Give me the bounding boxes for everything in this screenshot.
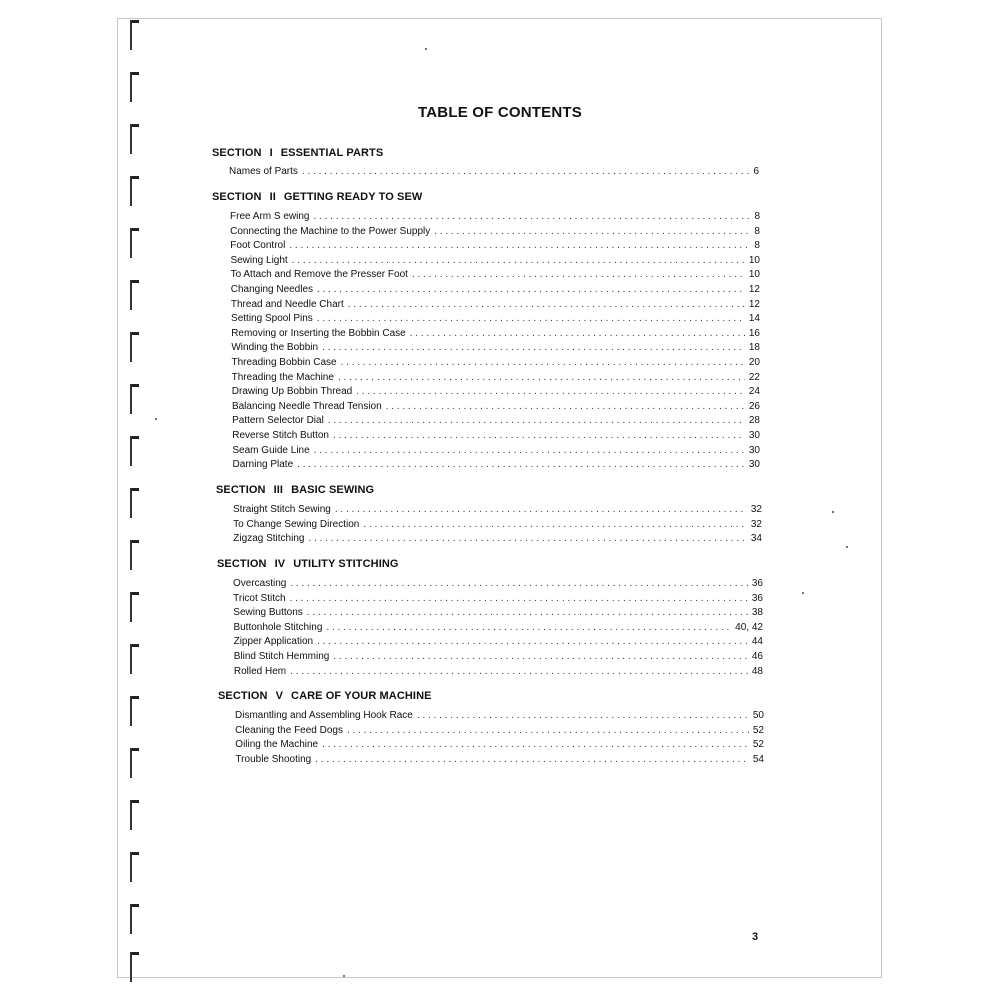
section-heading <box>217 558 399 570</box>
dot-leader <box>317 313 745 324</box>
toc-entry-title: Free Arm S ewing <box>230 211 310 222</box>
dot-leader <box>348 299 745 310</box>
toc-entry-title: Seam Guide Line <box>232 444 310 456</box>
toc-entry-title: Buttonhole Stitching <box>233 621 323 633</box>
toc-entry <box>234 651 763 665</box>
toc-entry <box>232 445 760 459</box>
toc-entry-title: Dismantling and Assembling Hook Race <box>235 710 413 721</box>
dot-leader <box>308 533 746 544</box>
section-label: SECTION <box>212 191 262 203</box>
section-heading <box>212 191 422 203</box>
toc-entry-title: Zipper Application <box>233 636 314 648</box>
dot-leader <box>328 415 745 426</box>
toc-entry <box>230 240 760 254</box>
section-numeral: III <box>273 484 284 496</box>
toc-entry <box>230 226 760 240</box>
toc-entry-title: Removing or Inserting the Bobbin Case <box>231 327 406 339</box>
toc-entry <box>229 166 759 180</box>
toc-entry <box>235 739 764 753</box>
toc-entry-title: To Attach and Remove the Presser Foot <box>230 269 408 281</box>
dot-leader <box>322 739 749 750</box>
dot-leader <box>333 430 745 441</box>
toc-entry-page: 38 <box>751 607 763 619</box>
dot-leader <box>412 269 745 280</box>
toc-entry-page: 10 <box>748 254 760 266</box>
dot-leader <box>302 166 750 177</box>
section-name: ESSENTIAL PARTS <box>280 147 384 159</box>
toc-entry <box>231 313 760 327</box>
toc-entry-title: Sewing Buttons <box>233 607 303 619</box>
toc-entry-title: Blind Stitch Hemming <box>233 651 330 662</box>
toc-entry-page: 30 <box>748 444 760 456</box>
toc-entry <box>233 459 760 473</box>
toc-entry-page: 6 <box>753 166 759 177</box>
toc-entry-title: Drawing Up Bobbin Thread <box>231 386 353 398</box>
toc-entry-page: 50 <box>752 710 764 721</box>
toc-entry-title: Cleaning the Feed Dogs <box>235 724 343 736</box>
dot-leader <box>289 240 750 251</box>
toc-entry-page: 8 <box>754 211 760 222</box>
toc-entry <box>234 636 763 650</box>
dot-leader <box>417 710 749 721</box>
section-numeral: IV <box>274 558 286 570</box>
dot-leader <box>313 211 750 222</box>
toc-entry-title: Balancing Needle Thread Tension <box>231 400 382 412</box>
section-label: SECTION <box>212 147 262 159</box>
section-name: BASIC SEWING <box>291 484 375 496</box>
toc-entry-title: Foot Control <box>230 240 286 252</box>
toc-entry-page: 14 <box>748 313 760 325</box>
toc-entry <box>233 504 762 518</box>
toc-entry <box>231 328 760 342</box>
toc-entry-title: Changing Needles <box>230 284 314 295</box>
toc-entry <box>232 386 760 400</box>
toc-entry-page: 20 <box>748 357 760 368</box>
dot-leader <box>290 666 748 677</box>
dot-leader <box>290 593 748 604</box>
toc-entry-page: 46 <box>751 651 763 662</box>
toc-entry-page: 22 <box>748 371 760 383</box>
toc-entry-title: Overcasting <box>233 578 287 589</box>
toc-entry-page: 48 <box>751 665 763 677</box>
toc-entry-page: 40, 42 <box>735 621 763 633</box>
dot-leader <box>410 328 745 339</box>
toc-entry-title: Thread and Needle Chart <box>230 298 344 310</box>
toc-entry-page: 10 <box>748 269 760 281</box>
toc-entry-title: Tricot Stitch <box>233 592 286 604</box>
toc-entry-page: 12 <box>748 284 760 295</box>
toc-entry-title: Pattern Selector Dial <box>232 415 324 427</box>
dot-leader <box>317 636 748 647</box>
toc-entry <box>233 533 762 547</box>
dot-leader <box>363 519 747 530</box>
toc-entry-page: 8 <box>754 240 760 252</box>
toc-entry-title: Trouble Shooting <box>235 753 312 765</box>
dot-leader <box>307 607 748 618</box>
section-heading <box>216 484 374 496</box>
toc-entry-title: Names of Parts <box>229 166 298 177</box>
toc-entry-page: 36 <box>751 592 763 604</box>
toc-entry-page: 26 <box>748 400 760 412</box>
toc-entry-title: Zigzag Stitching <box>233 533 305 545</box>
dot-leader <box>356 386 745 397</box>
section-name: CARE OF YOUR MACHINE <box>291 690 432 702</box>
dot-leader <box>338 372 745 383</box>
toc-entry-page: 30 <box>748 459 760 471</box>
section-label: SECTION <box>218 690 268 702</box>
toc-entry-page: 8 <box>754 225 760 237</box>
section-heading <box>212 147 383 159</box>
dot-leader <box>292 255 745 266</box>
toc-entry-title: To Change Sewing Direction <box>233 518 360 530</box>
toc-entry <box>233 578 763 592</box>
toc-entry-title: Sewing Light <box>230 254 288 266</box>
toc-entry-page: 28 <box>748 415 760 427</box>
toc-entry <box>233 607 763 621</box>
toc-entry-page: 18 <box>748 342 760 354</box>
dot-leader <box>386 401 745 412</box>
toc-entry-page: 52 <box>752 724 764 736</box>
toc-entry-title: Threading Bobbin Case <box>231 357 337 368</box>
toc-entry <box>231 342 760 356</box>
section-heading <box>218 690 432 702</box>
toc-entry-page: 32 <box>750 504 762 515</box>
dot-leader <box>341 357 745 368</box>
toc-entry-page: 30 <box>748 430 760 441</box>
toc-entry-title: Winding the Bobbin <box>231 342 319 354</box>
toc-entry-title: Connecting the Machine to the Power Supply <box>230 225 431 237</box>
toc-entry-page: 24 <box>748 386 760 398</box>
toc-entry-page: 32 <box>750 518 762 530</box>
toc-entry <box>232 401 760 415</box>
dot-leader <box>317 284 745 295</box>
toc-entry-title: Setting Spool Pins <box>231 313 313 325</box>
toc-entry-title: Darning Plate <box>232 459 294 471</box>
toc-entry <box>230 211 760 225</box>
dot-leader <box>326 622 731 633</box>
page-number: 3 <box>752 931 759 943</box>
toc-entry <box>234 666 763 680</box>
dot-leader <box>347 725 749 736</box>
toc-entry-page: 44 <box>751 636 763 648</box>
toc-entry-title: Straight Stitch Sewing <box>233 504 331 515</box>
section-numeral: II <box>269 191 276 203</box>
section-name: GETTING READY TO SEW <box>283 191 423 203</box>
toc-entry <box>231 284 760 298</box>
toc-entry <box>232 430 760 444</box>
toc-entry-page: 16 <box>748 327 760 339</box>
toc-entry <box>235 754 764 768</box>
toc-entry-page: 12 <box>748 298 760 310</box>
toc-entry <box>232 415 760 429</box>
toc-entry-page: 34 <box>750 533 762 545</box>
toc-entry-title: Threading the Machine <box>231 371 334 383</box>
dot-leader <box>434 226 750 237</box>
toc-entry <box>235 725 764 739</box>
section-numeral: V <box>275 690 284 702</box>
section-label: SECTION <box>217 558 267 570</box>
toc-entry-page: 52 <box>752 739 764 751</box>
toc-entry <box>233 519 762 533</box>
toc-entry <box>232 357 761 371</box>
dot-leader <box>297 459 745 470</box>
toc-entry-page: 36 <box>751 578 763 589</box>
toc-entry <box>235 710 764 724</box>
toc-entry <box>230 255 760 269</box>
dot-leader <box>335 504 747 515</box>
toc-entry-title: Oiling the Machine <box>235 739 319 751</box>
toc-entry <box>231 299 760 313</box>
section-label: SECTION <box>216 484 266 496</box>
toc-entry <box>233 593 763 607</box>
dot-leader <box>333 651 748 662</box>
page-title: TABLE OF CONTENTS <box>418 104 582 121</box>
dot-leader <box>290 578 748 589</box>
toc-entry <box>232 372 760 386</box>
section-numeral: I <box>269 147 273 159</box>
dot-leader <box>315 754 749 765</box>
toc-entry-page: 54 <box>752 753 764 765</box>
toc-entry <box>231 269 760 283</box>
toc-entry-title: Rolled Hem <box>233 665 287 677</box>
toc-entry <box>233 622 763 636</box>
dot-leader <box>314 445 745 456</box>
section-name: UTILITY STITCHING <box>293 558 399 570</box>
dot-leader <box>322 342 745 353</box>
toc-entry-title: Reverse Stitch Button <box>232 430 329 441</box>
